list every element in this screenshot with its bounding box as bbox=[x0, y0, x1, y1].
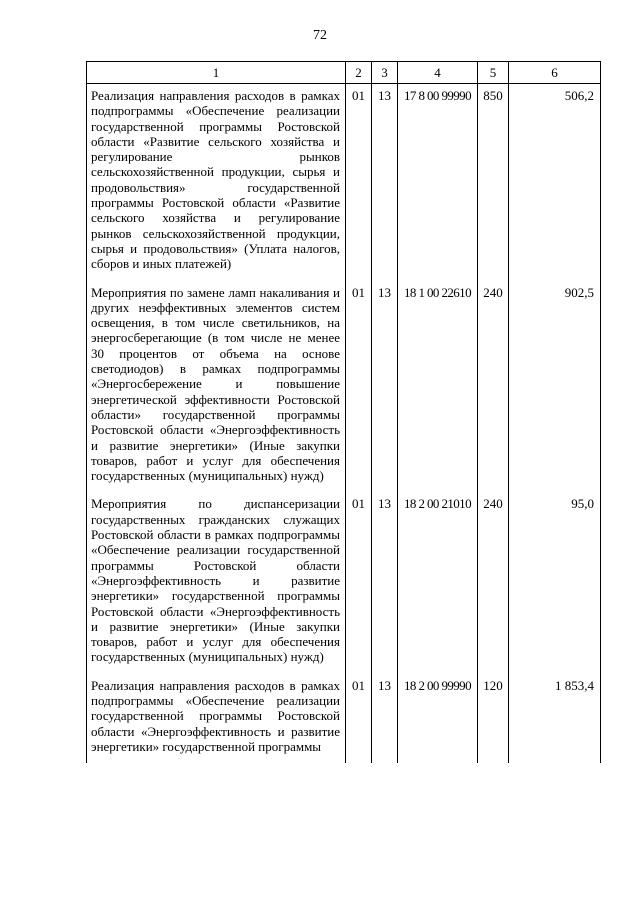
row-expense-type-code: 120 bbox=[478, 674, 509, 763]
row-section-code: 01 bbox=[346, 281, 372, 493]
row-subsection-code: 13 bbox=[372, 674, 398, 763]
row-section-code: 01 bbox=[346, 84, 372, 281]
column-header-3: 3 bbox=[372, 62, 398, 84]
row-description: Реализация направления расходов в рамках подпрограммы «Обеспечение реализации государственной программы Ростовской области «Энергоэффективность и развитие энергетики» государственной программы bbox=[87, 674, 346, 763]
row-section-code: 01 bbox=[346, 674, 372, 763]
row-section-code: 01 bbox=[346, 492, 372, 673]
table-row bbox=[87, 492, 601, 673]
budget-table bbox=[86, 61, 601, 763]
row-amount: 1 853,4 bbox=[509, 674, 601, 763]
row-subsection-code: 13 bbox=[372, 492, 398, 673]
row-target-article-code: 18 2 00 99990 bbox=[398, 674, 478, 763]
row-subsection-code: 13 bbox=[372, 84, 398, 281]
column-header-6: 6 bbox=[509, 62, 601, 84]
row-expense-type-code: 850 bbox=[478, 84, 509, 281]
column-header-4: 4 bbox=[398, 62, 478, 84]
table-row bbox=[87, 281, 601, 493]
table-row bbox=[87, 84, 601, 281]
row-amount: 902,5 bbox=[509, 281, 601, 493]
row-expense-type-code: 240 bbox=[478, 492, 509, 673]
column-header-5: 5 bbox=[478, 62, 509, 84]
table-row bbox=[87, 674, 601, 763]
row-description: Мероприятия по диспансеризации государственных гражданских служащих Ростовской области в рамках подпрограммы «Обеспечение реализации государственной программы Ростовской области «Энергоэффективность и развитие энергетики» государственной программы Ростовской области «Энергоэффективность и развитие энергетики» (Иные закупки товаров, работ и услуг для обеспечения государственных (муниципальных) нужд) bbox=[87, 492, 346, 673]
row-target-article-code: 18 1 00 22610 bbox=[398, 281, 478, 493]
table-header-row bbox=[87, 62, 601, 84]
row-description: Реализация направления расходов в рамках подпрограммы «Обеспечение реализации государственной программы Ростовской области «Развитие сельского хозяйства и регулирование рынков сельскохозяйственной продукции, сырья и продовольствия» государственной программы Ростовской области «Развитие сельского хозяйства и регулирование рынков сельскохозяйственной продукции, сырья и продовольствия» (Уплата налогов, сборов и иных платежей) bbox=[87, 84, 346, 281]
row-amount: 95,0 bbox=[509, 492, 601, 673]
row-amount: 506,2 bbox=[509, 84, 601, 281]
row-expense-type-code: 240 bbox=[478, 281, 509, 493]
page-number: 72 bbox=[313, 28, 327, 43]
row-target-article-code: 18 2 00 21010 bbox=[398, 492, 478, 673]
column-header-1: 1 bbox=[87, 62, 346, 84]
row-target-article-code: 17 8 00 99990 bbox=[398, 84, 478, 281]
column-header-2: 2 bbox=[346, 62, 372, 84]
row-subsection-code: 13 bbox=[372, 281, 398, 493]
row-description: Мероприятия по замене ламп накаливания и других неэффективных элементов систем освещения, в том числе светильников, на энергосберегающие (в том числе не менее 30 процентов от объема на основе светодиодов) в рамках подпрограммы «Энергосбережение и повышение энергетической эффективности Ростовской области» государственной программы Ростовской области «Энергоэффективность и развитие энергетики» (Иные закупки товаров, работ и услуг для обеспечения государственных (муниципальных) нужд) bbox=[87, 281, 346, 493]
